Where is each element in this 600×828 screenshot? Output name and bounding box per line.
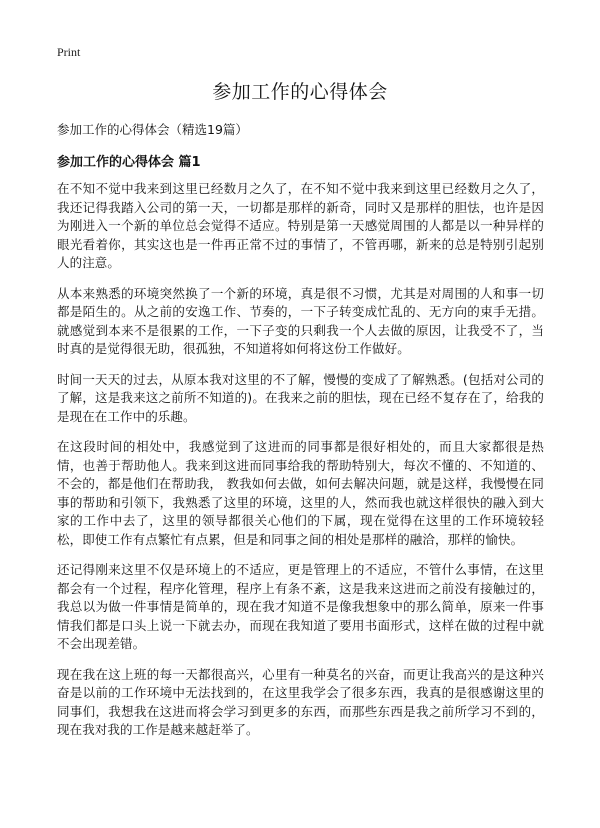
paragraph: 在这段时间的相处中，我感觉到了这进而的同事都是很好相处的，而且大家都很是热情，也善于帮助他人。我来到这进而同事给我的帮助特别大，每次不懂的、不知道的、不会的，都是他们在帮助我， 教我如何去做，如何去解决问题，就是这样，我慢慢在同事的帮助和引领下，我熟悉了这里的环境，这里的人，然而我也就这样很快的融入到大家的工作中去了，这里的领导都很关心他们的下属，现在觉得在这里的工作环境较轻松，即使工作有点繁忙有点累，但是和同事之间的相处是那样的融洽，那样的愉快。 <box>57 439 544 547</box>
article-body <box>57 180 544 752</box>
paragraph: 在不知不觉中我来到这里已经数月之久了，在不知不觉中我来到这里已经数月之久了，我还记得我踏入公司的第一天，一切都是那样的新奇，同时又是那样的胆怯，也许是因为刚进入一个新的单位总会觉得不适应。特别是第一天感觉周围的人都是以一种异样的眼光看着你，其实这也是一件再正常不过的事情了，不管再哪，新来的总是特别引起别人的注意。 <box>57 181 544 270</box>
paragraph: 现在我在这上班的每一天都很高兴，心里有一种莫名的兴奋，而更让我高兴的是这种兴奋是以前的工作环境中无法找到的，在这里我学会了很多东西，我真的是很感谢这里的同事们，我想我在这进而将会学习到更多的东西，而那些东西是我之前所学习不到的，现在我对我的工作是越来越赶举了。 <box>57 666 544 737</box>
paragraph: 还记得刚来这里不仅是环境上的不适应，更是管理上的不适应，不管什么事情，在这里都会有一个过程，程序化管理，程序上有条不紊，这是我来这进而之前没有接触过的，我总以为做一件事情是简单的，现在我才知道不是像我想象中的那么简单，原来一件事情我们都是口头上说一下就去办，而现在我知道了要用书面形式，这样在做的过程中就不会出现差错。 <box>57 562 544 651</box>
paragraph: 时间一天天的过去，从原本我对这里的不了解，慢慢的变成了了解熟悉。(包括对公司的了解，这是我来这之前所不知道的)。在我来之前的胆怯，现在已经不复存在了，给我的是现在在工作中的乐趣。 <box>57 371 544 424</box>
document-subtitle: 参加工作的心得体会（精选19篇） <box>57 122 248 137</box>
page-title: 参加工作的心得体会 <box>212 81 388 103</box>
print-link[interactable]: Print <box>57 45 81 59</box>
section-heading: 参加工作的心得体会 篇1 <box>57 155 201 170</box>
paragraph: 从本来熟悉的环境突然换了一个新的环境，真是很不习惯，尤其是对周围的人和事一切都是陌生的。从之前的安逸工作、节奏的，一下子转变成忙乱的、无方向的束手无措。就感觉到本来不是很累的工作，一下子变的只剩我一个人去做的原因，让我受不了，当时真的是觉得很无助，很孤独，不知道将如何将这份工作做好。 <box>57 285 544 356</box>
